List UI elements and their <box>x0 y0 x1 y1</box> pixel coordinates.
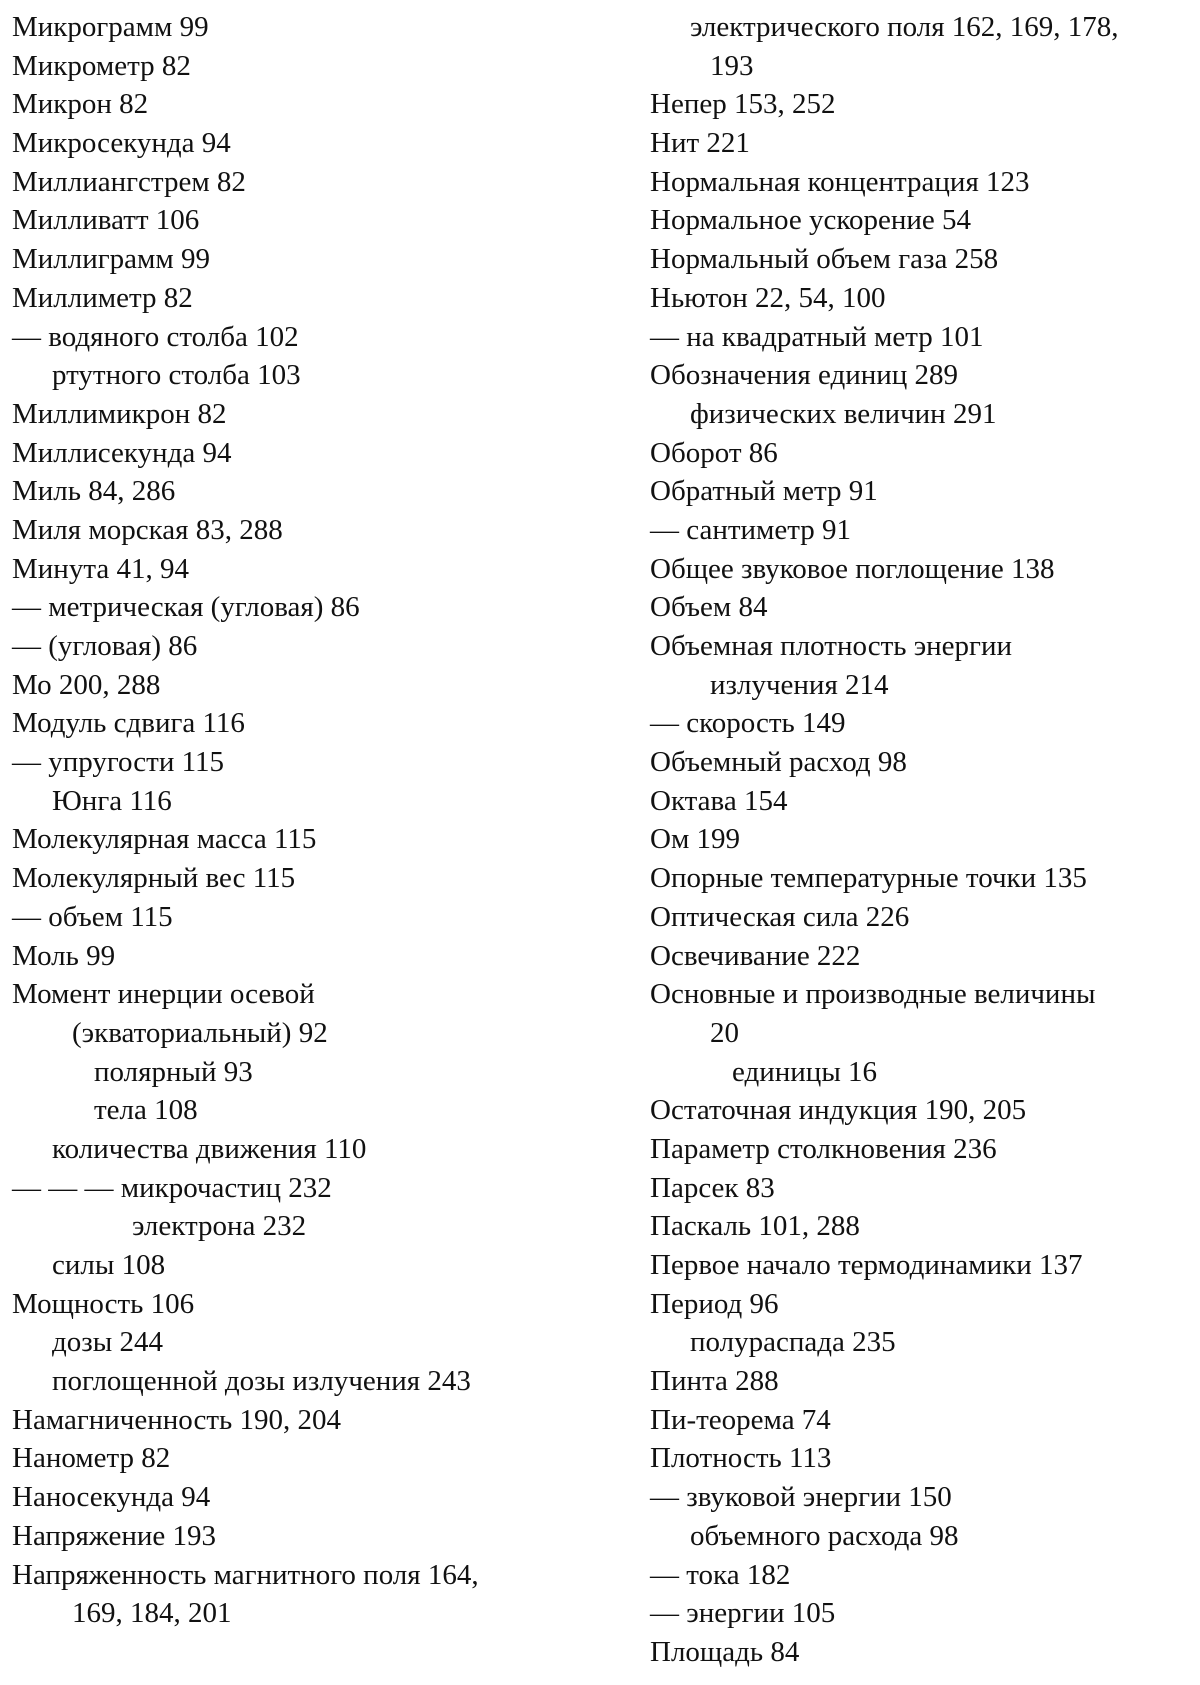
index-entry: Первое начало термодинамики 137 <box>650 1249 1083 1281</box>
index-entry: Микросекунда 94 <box>12 127 231 160</box>
index-entry: 193 <box>710 49 754 82</box>
index-entry: единицы 16 <box>732 1055 878 1088</box>
index-entry: Миллиметр 82 <box>12 281 193 314</box>
index-entry: Мощность 106 <box>12 1287 195 1320</box>
index-entry: — объем 115 <box>12 900 173 933</box>
index-entry: Параметр столкновения 236 <box>650 1132 997 1165</box>
index-entry: Паскаль 101, 288 <box>650 1210 860 1243</box>
index-entry: ртутного столба 103 <box>52 359 301 392</box>
index-entry: Обратный метр 91 <box>650 475 878 508</box>
index-entry: — упругости 115 <box>12 746 225 779</box>
index-entry: — (угловая) 86 <box>12 630 198 662</box>
index-column-left <box>12 8 612 1633</box>
index-entry: Молекулярный вес 115 <box>12 862 296 895</box>
index-entry: Оборот 86 <box>650 436 778 469</box>
index-entry: Микрограмм 99 <box>12 11 209 43</box>
index-entry: Миллимикрон 82 <box>12 397 227 430</box>
index-entry: Плотность 113 <box>650 1442 832 1475</box>
index-entry: Октава 154 <box>650 784 788 817</box>
index-entry: Нит 221 <box>650 127 750 160</box>
index-entry: электрона 232 <box>132 1210 307 1243</box>
index-entry: Напряженность магнитного поля 164, <box>12 1558 479 1591</box>
index-entry: Напряжение 193 <box>12 1519 216 1552</box>
index-entry: — звуковой энергии 150 <box>650 1481 952 1514</box>
index-entry: (экваториальный) 92 <box>72 1016 328 1049</box>
index-entry: Микрометр 82 <box>12 49 191 82</box>
index-entry: Освечивание 222 <box>650 939 861 972</box>
index-entry: 20 <box>710 1016 739 1049</box>
index-entry: тела 108 <box>94 1094 198 1127</box>
index-entry: — водяного столба 102 <box>12 320 299 353</box>
index-entry: поглощенной дозы излучения 243 <box>52 1365 471 1398</box>
index-entry: Нанометр 82 <box>12 1442 171 1475</box>
index-entry: Объем 84 <box>650 591 768 624</box>
index-entry: — на квадратный метр 101 <box>650 320 984 353</box>
index-entry: Миллиангстрем 82 <box>12 165 246 198</box>
index-entry: 169, 184, 201 <box>72 1597 232 1630</box>
index-entry: — скорость 149 <box>650 707 846 740</box>
index-entry: Нормальная концентрация 123 <box>650 165 1030 198</box>
index-entry: Намагниченность 190, 204 <box>12 1403 342 1436</box>
index-entry: Обозначения единиц 289 <box>650 359 959 392</box>
index-entry: Остаточная индукция 190, 205 <box>650 1094 1027 1127</box>
index-entry: излучения 214 <box>710 668 889 701</box>
index-entry: Миллисекунда 94 <box>12 436 232 469</box>
index-entry: Наносекунда 94 <box>12 1481 211 1514</box>
index-entry: Пинта 288 <box>650 1365 779 1398</box>
index-entry: Микрон 82 <box>12 88 149 121</box>
index-entry: Модуль сдвига 116 <box>12 707 245 740</box>
index-entry: Опорные температурные точки 135 <box>650 862 1087 895</box>
index-entry: количества движения 110 <box>52 1132 367 1165</box>
index-entry: электрического поля 162, 169, 178, <box>690 11 1119 43</box>
index-entry: дозы 244 <box>52 1326 163 1359</box>
index-entry: Минута 41, 94 <box>12 552 189 585</box>
index-entry: — энергии 105 <box>650 1597 836 1630</box>
index-entry: Площадь 84 <box>650 1635 800 1668</box>
index-entry: Основные и производные величины <box>650 978 1096 1011</box>
index-entry: Период 96 <box>650 1287 779 1320</box>
index-entry: полураспада 235 <box>690 1326 896 1359</box>
index-entry: — тока 182 <box>650 1558 791 1591</box>
index-entry: полярный 93 <box>94 1055 253 1088</box>
index-entry: Миля морская 83, 288 <box>12 513 283 546</box>
index-entry: Молекулярная масса 115 <box>12 823 317 856</box>
index-entry: Мо 200, 288 <box>12 668 161 701</box>
index-entry: Момент инерции осевой <box>12 978 315 1011</box>
index-entry: Моль 99 <box>12 939 116 972</box>
index-entry: Милливатт 106 <box>12 204 200 237</box>
index-entry: Общее звуковое поглощение 138 <box>650 552 1055 585</box>
index-entry: физических величин 291 <box>690 397 997 430</box>
index-entry: — — — микрочастиц 232 <box>12 1171 332 1204</box>
index-entry: объемного расхода 98 <box>690 1519 959 1552</box>
index-entry: Пи-теорема 74 <box>650 1403 831 1436</box>
index-entry: — метрическая (угловая) 86 <box>12 591 360 624</box>
index-entry: Юнга 116 <box>52 784 172 817</box>
index-entry: Объемный расход 98 <box>650 746 907 779</box>
index-entry: Нормальный объем газа 258 <box>650 243 999 276</box>
index-entry: — сантиметр 91 <box>650 513 852 546</box>
index-entry: Парсек 83 <box>650 1171 775 1204</box>
index-column-right <box>650 8 1195 1672</box>
index-entry: Миль 84, 286 <box>12 475 176 508</box>
index-entry: Непер 153, 252 <box>650 88 836 121</box>
index-entry: Ньютон 22, 54, 100 <box>650 281 886 314</box>
index-entry: Ом 199 <box>650 823 741 856</box>
index-entry: Объемная плотность энергии <box>650 630 1012 662</box>
index-entry: Миллиграмм 99 <box>12 243 210 276</box>
index-entry: силы 108 <box>52 1249 166 1281</box>
index-entry: Нормальное ускорение 54 <box>650 204 971 237</box>
index-entry: Оптическая сила 226 <box>650 900 910 933</box>
